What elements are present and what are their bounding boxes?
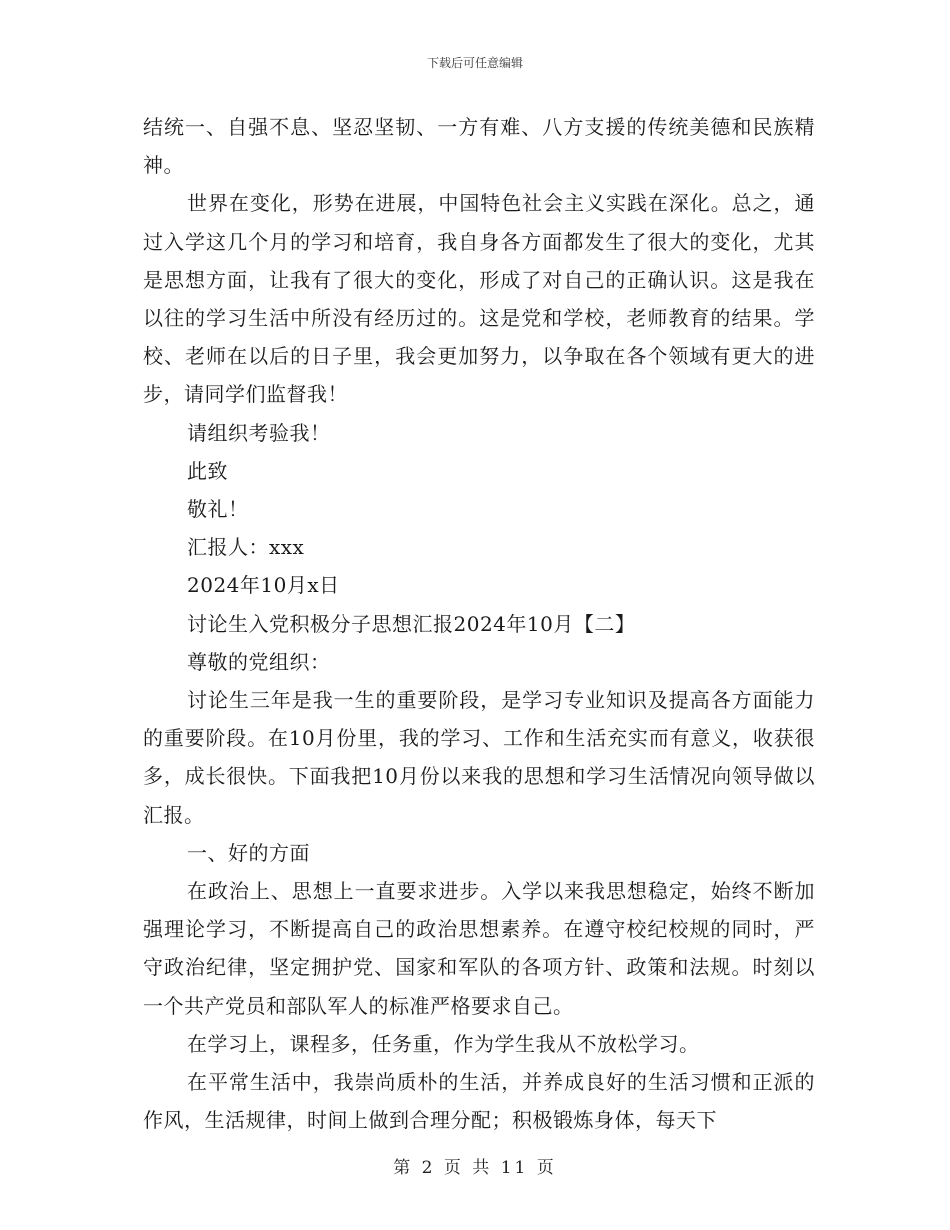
- paragraph: 此致: [187, 458, 228, 483]
- subsection-heading: 一、好的方面: [187, 840, 310, 865]
- paragraph: 请组织考验我！: [187, 420, 331, 445]
- salutation: 尊敬的党组织：: [187, 649, 331, 674]
- paragraph: 2024年10月x日: [187, 573, 340, 598]
- page-footer: 第 2 页 共 11 页: [393, 1158, 557, 1178]
- paragraph: 讨论生三年是我一生的重要阶段，是学习专业知识及提高各方面能力的重要阶段。在10月份里，我的学习、工作和生活充实而有意义，收获很多，成长很快。下面我把10月份以来我的思想和学习生活情况向领导做以汇报。: [143, 688, 815, 827]
- section-title: 讨论生入党积极分子思想汇报2024年10月【二】: [187, 611, 636, 636]
- paragraph: 在政治上、思想上一直要求进步。入学以来我思想稳定，始终不断加强理论学习，不断提高自己的政治思想素养。在遵守校纪校规的同时，严守政治纪律，坚定拥护党、国家和军队的各项方针、政策和法规。时刻以一个共产党员和部队军人的标准严格要求自己。: [143, 879, 815, 1018]
- paragraph: 在平常生活中，我崇尚质朴的生活，并养成良好的生活习惯和正派的作风，生活规律，时间上做到合理分配；积极锻炼身体，每天下: [143, 1070, 815, 1133]
- paragraph: 汇报人：xxx: [187, 535, 305, 560]
- paragraph: 敬礼！: [187, 497, 249, 522]
- paragraph: 结统一、自强不息、坚忍坚韧、一方有难、八方支援的传统美德和民族精神。: [143, 115, 815, 178]
- document-body: [143, 108, 815, 1139]
- paragraph: 世界在变化，形势在进展，中国特色社会主义实践在深化。总之，通过入学这几个月的学习和培育，我自身各方面都发生了很大的变化，尤其是思想方面，让我有了很大的变化，形成了对自己的正确认识。这是我在以往的学习生活中所没有经历过的。这是党和学校，老师教育的结果。学校、老师在以后的日子里，我会更加努力，以争取在各个领域有更大的进步，请同学们监督我！: [143, 191, 815, 407]
- page-header: 下载后可任意编辑: [426, 56, 523, 70]
- paragraph: 在学习上，课程多，任务重，作为学生我从不放松学习。: [187, 1031, 700, 1056]
